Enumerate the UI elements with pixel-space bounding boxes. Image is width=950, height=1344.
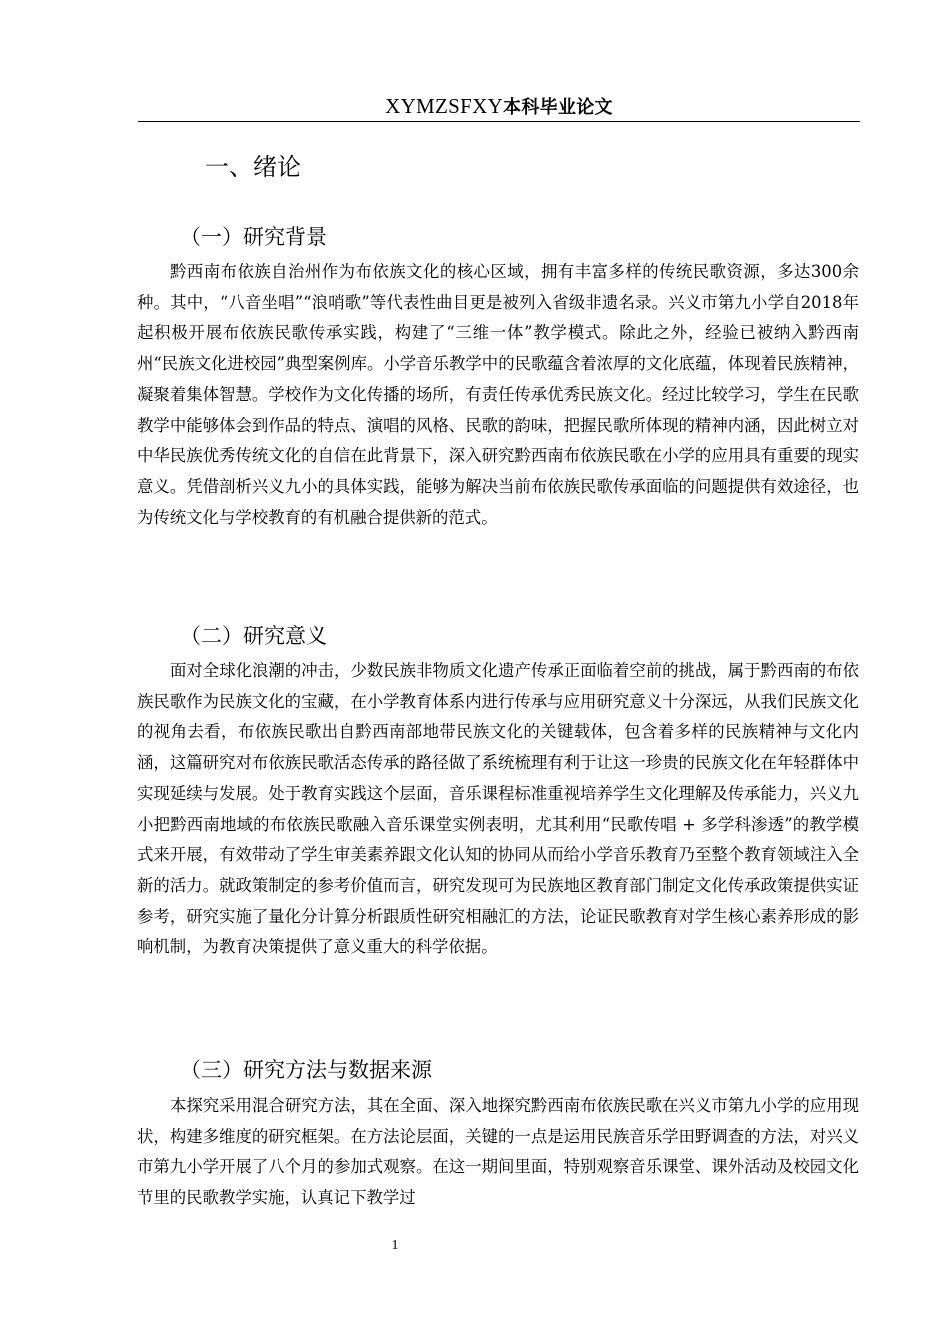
header-divider <box>138 121 860 122</box>
header-title: 本科毕业论文 <box>503 97 613 118</box>
page-number: 1 <box>391 1238 399 1253</box>
chapter-title: 一、绪论 <box>205 153 301 181</box>
section-title-methods: （三）研究方法与数据来源 <box>180 1058 432 1082</box>
paragraph-significance: 面对全球化浪潮的冲击，少数民族非物质文化遗产传承正面临着空前的挑战，属于黔西南的布依族民歌作为民族文化的宝藏，在小学教育体系内进行传承与应用研究意义十分深远，从我们民族文化的视角去看，布依族民歌出自黔西南部地带民族文化的关键载体，包含着多样的民族精神与文化内涵，这篇研究对布依族民歌活态传承的路径做了系统梳理有利于让这一珍贵的民族文化在年轻群体中实现延续与发展。处于教育实践这个层面，音乐课程标准重视培养学生文化理解及传承能力，兴义九小把黔西南地域的布依族民歌融入音乐课堂实例表明，尤其利用“民歌传唱 + 多学科渗透”的教学模式来开展，有效带动了学生审美素养跟文化认知的协同从而给小学音乐教育乃至整个教育领域注入全新的活力。就政策制定的参考价值而言，研究发现可为民族地区教育部门制定文化传承政策提供实证参考，研究实施了量化分计算分析跟质性研究相融汇的方法，论证民歌教育对学生核心素养形成的影响机制，为教育决策提供了意义重大的科学依据。 <box>137 661 859 957</box>
paragraph-methods: 本探究采用混合研究方法，其在全面、深入地探究黔西南布依族民歌在兴义市第九小学的应用现状，构建多维度的研究框架。在方法论层面，关键的一点是运用民族音乐学田野调查的方法，对兴义市第九小学开展了八个月的参加式观察。在这一期间里面，特别观察音乐课堂、课外活动及校园文化节里的民歌教学实施，认真记下教学过 <box>137 1096 859 1208</box>
section-title-significance: （二）研究意义 <box>180 624 327 648</box>
header-code: XYMZSFXY <box>385 94 504 118</box>
page-header <box>138 92 860 120</box>
section-title-background: （一）研究背景 <box>180 225 327 249</box>
paragraph-background: 黔西南布依族自治州作为布依族文化的核心区域，拥有丰富多样的传统民歌资源，多达300余种。其中，“八音坐唱”“浪哨歌”等代表性曲目更是被列入省级非遗名录。兴义市第九小学自2018年起积极开展布依族民歌传承实践，构建了“三维一体”教学模式。除此之外，经验已被纳入黔西南州“民族文化进校园”典型案例库。小学音乐教学中的民歌蕴含着浓厚的文化底蕴，体现着民族精神，凝聚着集体智慧。学校作为文化传播的场所，有责任传承优秀民族文化。经过比较学习，学生在民歌教学中能够体会到作品的特点、演唱的风格、民歌的韵味，把握民歌所体现的精神内涵，因此树立对中华民族优秀传统文化的自信在此背景下，深入研究黔西南布依族民歌在小学的应用具有重要的现实意义。凭借剖析兴义九小的具体实践，能够为解决当前布依族民歌传承面临的问题提供有效途径，也为传统文化与学校教育的有机融合提供新的范式。 <box>137 262 859 527</box>
